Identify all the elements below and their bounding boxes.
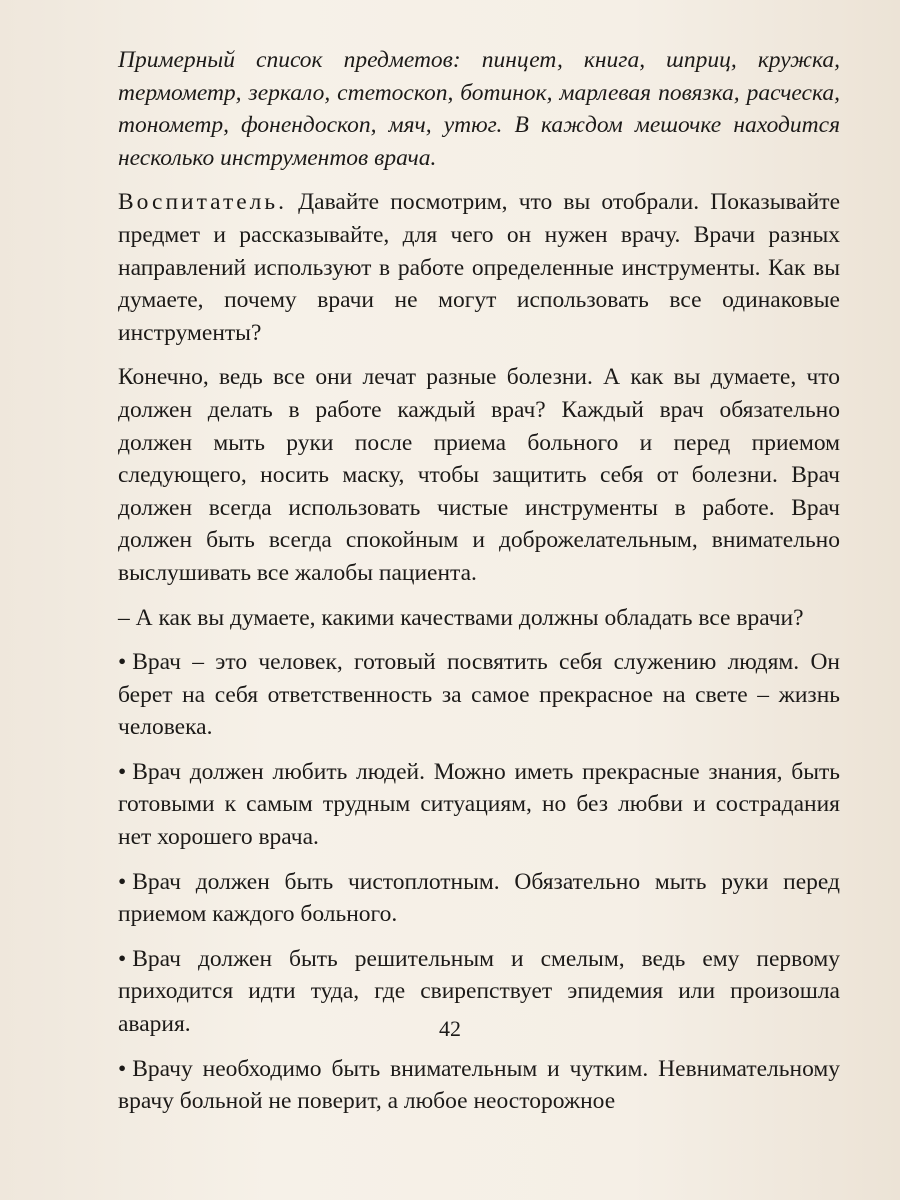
- bullet-item: • Врач должен быть чистоплотным. Обязательно мыть руки перед приемом каждого больного.: [118, 866, 840, 931]
- speaker-label: Воспитатель.: [118, 189, 287, 216]
- teacher-paragraph: [118, 186, 840, 349]
- page-content: [118, 44, 840, 1130]
- page-number: 42: [439, 1016, 461, 1041]
- bullet-item: • Врачу необходимо быть внимательным и чутким. Невнимательному врачу больной не поверит, а любое неосторожное: [118, 1053, 840, 1118]
- items-list-paragraph: Примерный список предметов: пинцет, книга, шприц, кружка, термометр, зеркало, стетоскоп, ботинок, марлевая повязка, расческа, тонометр, фонендоскоп, мяч, утюг. В каждом мешочке находится несколько инструментов врача.: [118, 47, 840, 171]
- question-paragraph: – А как вы думаете, какими качествами должны обладать все врачи?: [118, 604, 804, 631]
- bullet-item: • Врач должен любить людей. Можно иметь прекрасные знания, быть готовыми к самым трудным ситуациям, но без любви и сострадания нет хорошего врача.: [118, 756, 840, 854]
- bullet-item: • Врач должен быть решительным и смелым, ведь ему первому приходится идти туда, где свирепствует эпидемия или произошла авария.: [118, 943, 840, 1041]
- teacher-speech: Давайте посмотрим, что вы отобрали. Показывайте предмет и рассказывайте, для чего он нужен врачу. Врачи разных направлений используют в работе определенные инструменты. Как вы думаете, почему врачи не могут использовать все одинаковые инструменты?: [118, 189, 840, 346]
- bullet-item: • Врач – это человек, готовый посвятить себя служению людям. Он берет на себя ответственность за самое прекрасное на свете – жизнь человека.: [118, 646, 840, 744]
- duties-paragraph: Конечно, ведь все они лечат разные болезни. А как вы думаете, что должен делать в работе каждый врач? Каждый врач обязательно должен мыть руки после приема больного и перед приемом следующего, носить маску, чтобы защитить себя от болезни. Врач должен всегда использовать чистые инструменты в работе. Врач должен быть всегда спокойным и доброжелательным, внимательно выслушивать все жалобы пациента.: [118, 364, 840, 586]
